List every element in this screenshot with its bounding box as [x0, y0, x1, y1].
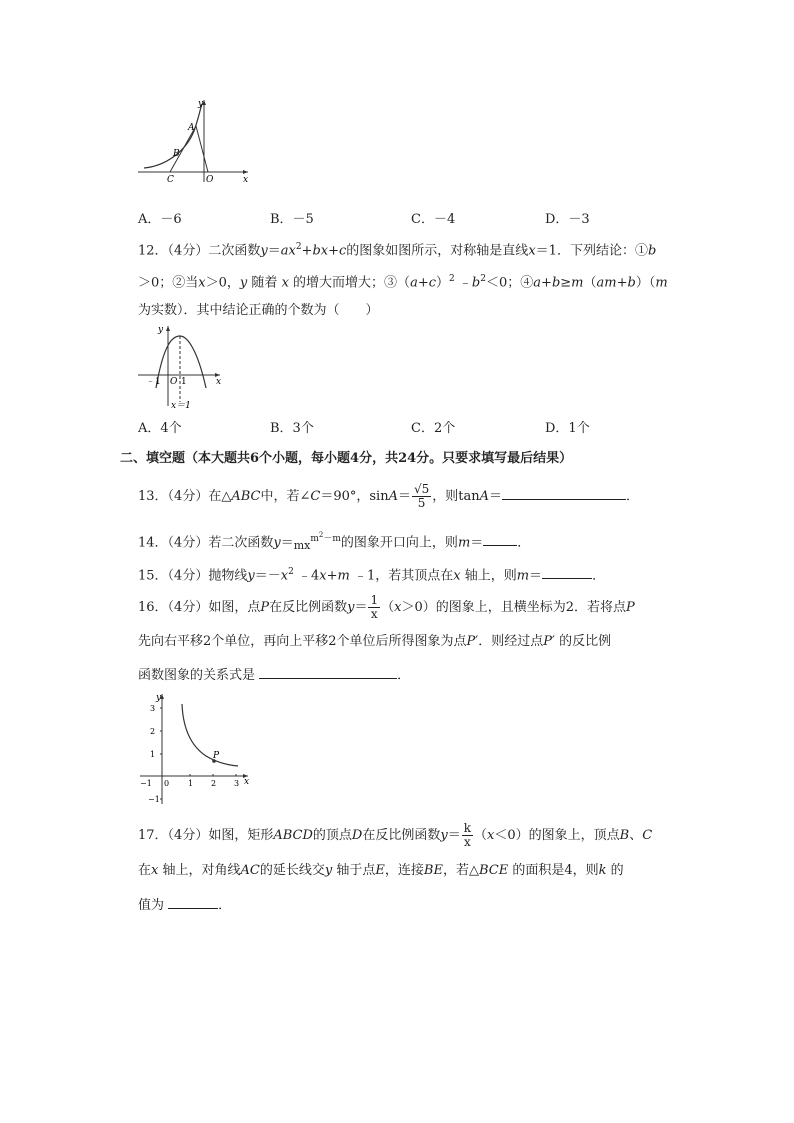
q12-text: ．下列结论：①	[556, 243, 648, 259]
q12-label-minus1: ﹣1	[146, 377, 161, 387]
q15-text: ﹣1，若其顶点在	[353, 568, 454, 584]
q17-text: 的	[610, 863, 624, 878]
q16-answer-blank[interactable]	[259, 666, 397, 679]
q16-fraction	[368, 594, 380, 621]
q14-text: 若二次函数	[208, 535, 274, 551]
q16-tick-y3: 3	[150, 704, 156, 713]
q12-text: 二次函数	[208, 243, 261, 259]
q12-label-x: x	[216, 377, 222, 387]
q17-text: 的顶点	[312, 828, 352, 843]
q16-tick-x1: 1	[188, 779, 194, 788]
q13-text: ＝	[489, 489, 503, 504]
q15-text: 轴上，则	[464, 568, 517, 584]
q15-line: 15．（4分）抛物线$y=-x^2$ ﹣4x+m ﹣1，若其顶点在x 轴上，则m＝ ．	[138, 567, 606, 584]
q11-option-c[interactable]: C．－4	[411, 212, 456, 227]
q14-text: ＝	[470, 535, 484, 551]
q16-tick-x3: 3	[234, 779, 240, 788]
q12-text: ＞0；②当	[138, 275, 199, 291]
q11-label-A: A	[188, 123, 195, 133]
q13-line: 13．（4分）在△ABC中，若∠C＝90°，sinA＝ $\frac{√5}{5}$ ，则tanA＝ ．	[138, 482, 640, 510]
q16-tick-ym1: −1	[148, 795, 160, 804]
q16-label-y: y	[156, 693, 162, 703]
q14-number: 14．（4分）	[138, 535, 209, 551]
q16-text: 先向右平移2个单位，再向上平移2个单位后所得图象为点	[138, 634, 467, 649]
q16-line-3	[138, 666, 410, 684]
q13-text: 中，若∠	[260, 489, 311, 504]
q17-text: 轴上，对角线	[162, 863, 241, 878]
q15-text: 抛物线	[208, 568, 248, 584]
q12-text: ﹣	[458, 275, 472, 291]
q16-text: 如图，点	[208, 600, 261, 615]
q13-frac-den: 5	[417, 496, 426, 510]
q13-frac-num: √5	[413, 482, 430, 496]
q14-end: ．	[517, 535, 531, 551]
q12-label-O: O	[170, 377, 178, 387]
q12-text: ＜0；④	[485, 275, 534, 291]
q17-text: 值为	[138, 898, 165, 913]
q14-exp2: 2	[318, 531, 324, 539]
q17-text: ＜0）的图象上，顶点	[494, 828, 620, 843]
q16-text: 函数图象的关系式是	[138, 668, 256, 683]
q17-fraction	[462, 822, 473, 849]
q11-label-C: C	[167, 175, 174, 185]
q16-tick-y1: 1	[150, 750, 156, 759]
q16-text: ＞0）的图象上，且横坐标为2．若将点	[401, 600, 627, 615]
q12-option-b[interactable]: B．3个	[270, 421, 314, 436]
q16-label-P: P	[213, 751, 220, 761]
q15-text: ＝	[529, 568, 543, 584]
q16-tick-x2: 2	[211, 779, 217, 788]
q12-option-d[interactable]: D．1个	[545, 421, 590, 436]
section-2-heading: 二、填空题（本大题共6个小题，每小题4分，共24分。只要求填写最后结果）	[120, 451, 573, 466]
q16-label-origin: 0	[164, 779, 170, 788]
q16-line-2: 先向右平移2个单位，再向上平移2个单位后所得图象为点P′．则经过点P′ 的反比例	[138, 634, 612, 649]
q12-line-1: 12．（4分）二次函数$y=ax^2+bx+c$的图象如图所示，对称轴是直线x＝1．下列结论：①b	[138, 242, 657, 259]
q14-answer-blank[interactable]	[483, 533, 517, 546]
q17-line-1: 17．（4分）如图，矩形ABCD的顶点D在反比例函数y＝ $\frac{k}{x}$ （x＜0）的图象上，顶点B、C	[138, 821, 653, 849]
q15-text: ＝－	[254, 568, 281, 584]
q13-text: ＝90°，sin	[320, 489, 389, 504]
q12-label-y: y	[158, 325, 164, 335]
q11-label-y: y	[198, 99, 204, 109]
q16-line-1: 16．（4分）如图，点P在反比例函数y＝ $\frac{1}{x}$ （x＞0）的图象上，且横坐标为2．若将点P	[138, 593, 635, 621]
q13-end: ．	[626, 489, 640, 504]
q17-text: 如图，矩形	[208, 828, 274, 843]
q16-label-x: x	[244, 777, 250, 787]
q16-text: ．则经过点	[478, 634, 544, 649]
q13-text: ，则tan	[432, 489, 480, 504]
q11-option-b[interactable]: B．－5	[270, 212, 314, 227]
q14-text: 的图象开口向上，则	[340, 535, 458, 551]
q12-text: 随着	[251, 275, 278, 291]
q16-end: ．	[397, 668, 411, 683]
q17-text: 在	[138, 863, 152, 878]
q13-fraction	[412, 483, 431, 510]
q15-number: 15．（4分）	[138, 568, 209, 584]
q17-text: 的延长线交	[259, 863, 325, 878]
q16-tick-y2: 2	[150, 727, 156, 736]
q12-label-axis: x＝1	[171, 401, 191, 410]
q14-exp3: －m	[323, 534, 341, 544]
q11-option-d[interactable]: D．－3	[545, 212, 590, 227]
q17-answer-blank[interactable]	[168, 896, 218, 909]
q12-option-c[interactable]: C．2个	[411, 421, 456, 436]
q13-text: ＝	[397, 489, 411, 504]
q16-tick-xm1: −1	[140, 779, 152, 788]
q11-label-x: x	[243, 175, 249, 185]
q17-text: 轴于点	[336, 863, 376, 878]
q16-frac-den: x	[370, 607, 378, 621]
q15-text: ﹣4	[297, 568, 320, 584]
q11-graph	[136, 96, 252, 186]
q16-number: 16．（4分）	[138, 600, 209, 615]
q14-exp: m	[310, 534, 319, 544]
q17-end: ．	[218, 898, 232, 913]
q16-frac-num: 1	[370, 593, 379, 607]
q14-text: ＝	[280, 535, 294, 551]
q17-text: ，若△	[442, 863, 479, 878]
q16-text: 在反比例函数	[269, 600, 348, 615]
q16-text: 的反比例	[559, 634, 612, 649]
q17-text: 的面积是4，则	[512, 863, 599, 878]
q15-end: ．	[592, 568, 606, 584]
q17-line-3	[138, 896, 231, 914]
q12-option-a[interactable]: A．4个	[138, 421, 182, 436]
q14-line: 14．（4分）若二次函数$y=_{mx}^{m^2-m}$的图象开口向上，则m＝ ．	[138, 531, 531, 553]
q17-text: （	[474, 828, 488, 843]
q17-line-2: 在x 轴上，对角线AC的延长线交y 轴于点E，连接BE，若△BCE 的面积是4，则k 的	[138, 863, 624, 878]
q12-graph	[136, 322, 226, 410]
q11-label-B: B	[173, 149, 180, 159]
q12-number: 12．（4分）	[138, 243, 209, 259]
q12-text: 的图象如图所示，对称轴是直线	[346, 243, 529, 259]
q16-text: （	[381, 600, 395, 615]
q12-label-1: 1	[181, 377, 187, 387]
q17-text: 在反比例函数	[362, 828, 441, 843]
q17-number: 17．（4分）	[138, 828, 209, 843]
q16-graph	[136, 690, 252, 810]
q12-line-3: 为实数）．其中结论正确的个数为（ ）	[138, 303, 379, 318]
q13-number: 13．（4分）	[138, 489, 209, 504]
q15-answer-blank[interactable]	[542, 566, 592, 579]
q11-label-O: O	[206, 175, 214, 185]
q13-answer-blank[interactable]	[502, 487, 626, 500]
q12-text: 的增大而增大；③（	[293, 275, 411, 291]
q12-text: （	[648, 275, 656, 291]
q17-frac-den: x	[464, 835, 471, 849]
q14-base: mx	[293, 539, 311, 553]
q17-frac-num: k	[463, 821, 472, 835]
q13-text: 在△	[208, 489, 232, 504]
q17-text: ，连接	[384, 863, 424, 878]
q12-line-2: ＞0；②当x＞0，y 随着 x 的增大而增大；$③(a+c)^2$ $﹣b^2<0$；④a+b≥m（am+b）（m	[138, 274, 668, 291]
q11-option-a[interactable]: A．－6	[138, 212, 182, 227]
